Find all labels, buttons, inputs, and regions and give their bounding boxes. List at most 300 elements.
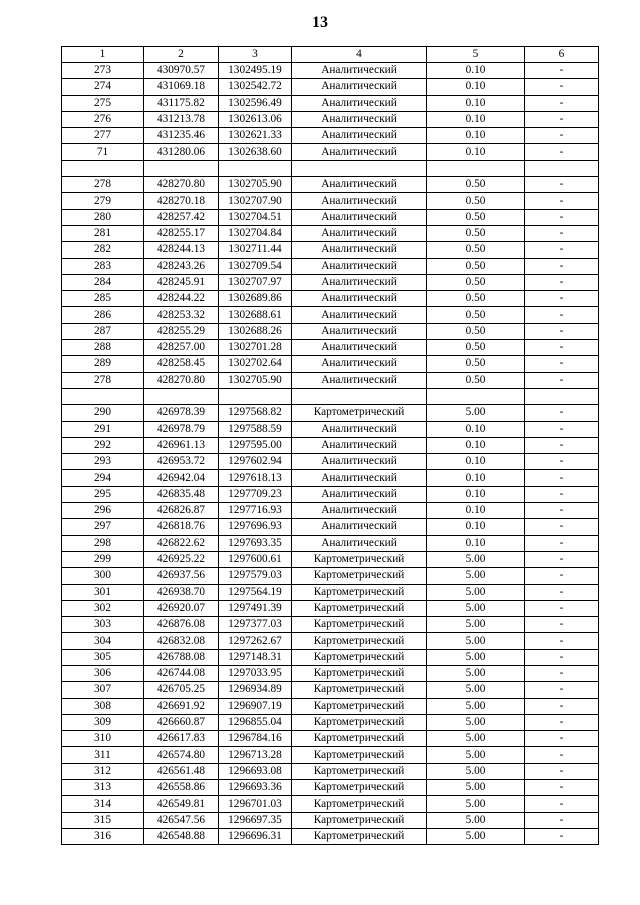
- table-cell: 426691.92: [144, 698, 219, 714]
- table-row: [62, 405, 599, 421]
- table-cell: 299: [62, 551, 144, 567]
- table-cell: 1296934.89: [219, 682, 292, 698]
- table-cell: 1297148.31: [219, 649, 292, 665]
- table-cell: 1302702.64: [219, 356, 292, 372]
- table-cell: 1296855.04: [219, 714, 292, 730]
- table-row: [62, 714, 599, 730]
- table-row: [62, 551, 599, 567]
- table-row: [62, 780, 599, 796]
- table-cell: 1297588.59: [219, 421, 292, 437]
- table-cell: Аналитический: [292, 356, 427, 372]
- table-cell: 426617.83: [144, 731, 219, 747]
- table-cell: 296: [62, 503, 144, 519]
- table-row: [62, 698, 599, 714]
- table-row: [62, 665, 599, 681]
- table-cell: 426744.08: [144, 665, 219, 681]
- table-cell: 1297564.19: [219, 584, 292, 600]
- table-cell: -: [525, 177, 599, 193]
- table-cell: -: [525, 291, 599, 307]
- table-cell: 1302688.26: [219, 323, 292, 339]
- table-row: [62, 796, 599, 812]
- table-cell: 428244.13: [144, 242, 219, 258]
- table-cell: 426920.07: [144, 600, 219, 616]
- table-cell: 278: [62, 177, 144, 193]
- table-cell: 1302596.49: [219, 95, 292, 111]
- table-cell: 0.50: [427, 372, 525, 388]
- table-cell: -: [525, 731, 599, 747]
- table-cell: Картометрический: [292, 796, 427, 812]
- table-cell: 308: [62, 698, 144, 714]
- table-cell: Аналитический: [292, 225, 427, 241]
- table-cell: 313: [62, 780, 144, 796]
- table-cell: 275: [62, 95, 144, 111]
- table-cell: 428270.18: [144, 193, 219, 209]
- table-row: [62, 340, 599, 356]
- table-cell: Аналитический: [292, 421, 427, 437]
- table-cell: 0.10: [427, 454, 525, 470]
- table-cell: 5.00: [427, 682, 525, 698]
- table-cell: 288: [62, 340, 144, 356]
- table-row: [62, 535, 599, 551]
- table-cell: -: [525, 568, 599, 584]
- table-cell: Картометрический: [292, 714, 427, 730]
- table-cell: Картометрический: [292, 600, 427, 616]
- table-cell: 426938.70: [144, 584, 219, 600]
- table-row: [62, 307, 599, 323]
- empty-cell: [144, 160, 219, 176]
- table-cell: Картометрический: [292, 568, 427, 584]
- table-cell: 286: [62, 307, 144, 323]
- table-cell: -: [525, 780, 599, 796]
- table-cell: 428245.91: [144, 274, 219, 290]
- table-cell: 315: [62, 812, 144, 828]
- table-cell: 1297716.93: [219, 503, 292, 519]
- table-cell: 426961.13: [144, 437, 219, 453]
- table-cell: 0.50: [427, 225, 525, 241]
- table-cell: 426826.87: [144, 503, 219, 519]
- table-cell: Картометрический: [292, 812, 427, 828]
- table-row: [62, 421, 599, 437]
- table-row: [62, 225, 599, 241]
- column-header: 1: [62, 47, 144, 63]
- table-cell: 0.10: [427, 144, 525, 160]
- table-cell: -: [525, 747, 599, 763]
- table-cell: Аналитический: [292, 372, 427, 388]
- table-cell: 428255.29: [144, 323, 219, 339]
- table-cell: 305: [62, 649, 144, 665]
- table-cell: 1302638.60: [219, 144, 292, 160]
- table-row: [62, 242, 599, 258]
- table-cell: 314: [62, 796, 144, 812]
- table-cell: -: [525, 323, 599, 339]
- table-cell: 426876.08: [144, 617, 219, 633]
- table-cell: -: [525, 828, 599, 844]
- table-cell: 426953.72: [144, 454, 219, 470]
- empty-cell: [219, 160, 292, 176]
- table-cell: 0.50: [427, 209, 525, 225]
- column-header: 5: [427, 47, 525, 63]
- table-cell: 426548.88: [144, 828, 219, 844]
- table-cell: 1302689.86: [219, 291, 292, 307]
- table-cell: 428257.42: [144, 209, 219, 225]
- table-cell: 0.50: [427, 356, 525, 372]
- table-row: [62, 128, 599, 144]
- table-cell: 290: [62, 405, 144, 421]
- table-cell: -: [525, 372, 599, 388]
- table-cell: -: [525, 258, 599, 274]
- table-cell: 426835.48: [144, 486, 219, 502]
- table-cell: Аналитический: [292, 519, 427, 535]
- page-number: 13: [312, 14, 328, 31]
- table-cell: 428270.80: [144, 177, 219, 193]
- table-cell: 1297595.00: [219, 437, 292, 453]
- table-row: [62, 503, 599, 519]
- table-row: [62, 323, 599, 339]
- table-row: [62, 519, 599, 535]
- table-cell: 426978.39: [144, 405, 219, 421]
- table-cell: 0.10: [427, 486, 525, 502]
- table-cell: 5.00: [427, 568, 525, 584]
- table-cell: -: [525, 209, 599, 225]
- table-row: [62, 437, 599, 453]
- table-cell: 426832.08: [144, 633, 219, 649]
- table-cell: 1297600.61: [219, 551, 292, 567]
- group-separator-row: [62, 160, 599, 176]
- empty-cell: [62, 388, 144, 404]
- table-row: [62, 372, 599, 388]
- table-cell: -: [525, 551, 599, 567]
- table-cell: Аналитический: [292, 144, 427, 160]
- table-cell: 428244.22: [144, 291, 219, 307]
- table-cell: 428253.32: [144, 307, 219, 323]
- table-row: [62, 649, 599, 665]
- table-row: [62, 454, 599, 470]
- table-cell: -: [525, 796, 599, 812]
- table-cell: 283: [62, 258, 144, 274]
- table-cell: 306: [62, 665, 144, 681]
- table-row: [62, 747, 599, 763]
- table-cell: 5.00: [427, 747, 525, 763]
- table-cell: 0.50: [427, 177, 525, 193]
- table-cell: 1302711.44: [219, 242, 292, 258]
- table-cell: 0.10: [427, 519, 525, 535]
- table-cell: 0.10: [427, 470, 525, 486]
- table-cell: 1302709.54: [219, 258, 292, 274]
- table-row: [62, 193, 599, 209]
- table-cell: 0.10: [427, 535, 525, 551]
- table-row: [62, 682, 599, 698]
- table-cell: Аналитический: [292, 274, 427, 290]
- table-cell: 292: [62, 437, 144, 453]
- column-header: 4: [292, 47, 427, 63]
- table-cell: 0.50: [427, 193, 525, 209]
- table-cell: 426925.22: [144, 551, 219, 567]
- table-cell: Картометрический: [292, 747, 427, 763]
- table-cell: 311: [62, 747, 144, 763]
- table-cell: Картометрический: [292, 584, 427, 600]
- table-cell: 426942.04: [144, 470, 219, 486]
- table-row: [62, 584, 599, 600]
- table-cell: 1302705.90: [219, 372, 292, 388]
- table-cell: 426818.76: [144, 519, 219, 535]
- table-cell: 71: [62, 144, 144, 160]
- table-cell: -: [525, 633, 599, 649]
- table-cell: 1302707.97: [219, 274, 292, 290]
- table-cell: 274: [62, 79, 144, 95]
- table-cell: 0.10: [427, 79, 525, 95]
- table-cell: Аналитический: [292, 128, 427, 144]
- table-cell: 300: [62, 568, 144, 584]
- table-cell: Аналитический: [292, 486, 427, 502]
- table-cell: 428243.26: [144, 258, 219, 274]
- table-row: [62, 486, 599, 502]
- table-cell: -: [525, 111, 599, 127]
- table-cell: Аналитический: [292, 340, 427, 356]
- table-row: [62, 470, 599, 486]
- table-cell: 273: [62, 63, 144, 79]
- table-cell: 285: [62, 291, 144, 307]
- table-header-row: [62, 47, 599, 63]
- table-cell: Аналитический: [292, 242, 427, 258]
- table-cell: 1296696.31: [219, 828, 292, 844]
- table-cell: 1302705.90: [219, 177, 292, 193]
- table-cell: 5.00: [427, 731, 525, 747]
- table-cell: 1302707.90: [219, 193, 292, 209]
- table-cell: -: [525, 242, 599, 258]
- table-cell: -: [525, 79, 599, 95]
- table-cell: 5.00: [427, 698, 525, 714]
- table-cell: 1296693.08: [219, 763, 292, 779]
- table-row: [62, 568, 599, 584]
- table-cell: 1297033.95: [219, 665, 292, 681]
- table-cell: 0.10: [427, 421, 525, 437]
- table-cell: -: [525, 95, 599, 111]
- table-cell: 5.00: [427, 763, 525, 779]
- table-cell: 0.50: [427, 242, 525, 258]
- table-cell: 431213.78: [144, 111, 219, 127]
- coordinates-table: [61, 46, 599, 845]
- table-cell: -: [525, 421, 599, 437]
- table-cell: 431280.06: [144, 144, 219, 160]
- table-cell: -: [525, 405, 599, 421]
- table-cell: 5.00: [427, 649, 525, 665]
- table-cell: 428270.80: [144, 372, 219, 388]
- table-cell: -: [525, 144, 599, 160]
- table-cell: Аналитический: [292, 209, 427, 225]
- table-cell: 1297693.35: [219, 535, 292, 551]
- table-cell: 426558.86: [144, 780, 219, 796]
- table-cell: 5.00: [427, 584, 525, 600]
- table-row: [62, 274, 599, 290]
- table-cell: 277: [62, 128, 144, 144]
- table-cell: Аналитический: [292, 323, 427, 339]
- table-row: [62, 812, 599, 828]
- table-cell: 0.50: [427, 307, 525, 323]
- table-cell: 428257.00: [144, 340, 219, 356]
- table-cell: -: [525, 63, 599, 79]
- table-row: [62, 291, 599, 307]
- table-cell: -: [525, 503, 599, 519]
- table-cell: 297: [62, 519, 144, 535]
- table-cell: Картометрический: [292, 405, 427, 421]
- table-cell: -: [525, 437, 599, 453]
- table-cell: 426547.56: [144, 812, 219, 828]
- table-cell: 0.10: [427, 437, 525, 453]
- table-cell: 1297491.39: [219, 600, 292, 616]
- empty-cell: [292, 388, 427, 404]
- group-separator-row: [62, 388, 599, 404]
- table-cell: 294: [62, 470, 144, 486]
- table-cell: -: [525, 763, 599, 779]
- table-cell: -: [525, 600, 599, 616]
- table-cell: Аналитический: [292, 437, 427, 453]
- table-row: [62, 356, 599, 372]
- column-header: 3: [219, 47, 292, 63]
- table-cell: -: [525, 812, 599, 828]
- table-cell: Аналитический: [292, 291, 427, 307]
- table-cell: 280: [62, 209, 144, 225]
- table-cell: 431069.18: [144, 79, 219, 95]
- table-cell: 1297262.67: [219, 633, 292, 649]
- table-cell: 310: [62, 731, 144, 747]
- table-cell: 293: [62, 454, 144, 470]
- table-cell: 5.00: [427, 617, 525, 633]
- table-cell: 1302621.33: [219, 128, 292, 144]
- table-cell: Картометрический: [292, 551, 427, 567]
- table-cell: Картометрический: [292, 633, 427, 649]
- table-cell: 301: [62, 584, 144, 600]
- table-cell: 1302613.06: [219, 111, 292, 127]
- empty-cell: [292, 160, 427, 176]
- table-cell: 426788.08: [144, 649, 219, 665]
- table-row: [62, 111, 599, 127]
- table-cell: Аналитический: [292, 470, 427, 486]
- table-cell: Аналитический: [292, 535, 427, 551]
- table-row: [62, 95, 599, 111]
- table-cell: -: [525, 714, 599, 730]
- table-body: [62, 63, 599, 845]
- table-cell: 287: [62, 323, 144, 339]
- table-row: [62, 209, 599, 225]
- table-cell: -: [525, 665, 599, 681]
- table-cell: 426937.56: [144, 568, 219, 584]
- table-cell: Картометрический: [292, 682, 427, 698]
- table-cell: 307: [62, 682, 144, 698]
- table-cell: Аналитический: [292, 177, 427, 193]
- table-cell: 1297377.03: [219, 617, 292, 633]
- table-cell: 5.00: [427, 600, 525, 616]
- table-row: [62, 617, 599, 633]
- table-cell: Аналитический: [292, 503, 427, 519]
- table-cell: 1296907.19: [219, 698, 292, 714]
- table-cell: 5.00: [427, 405, 525, 421]
- table-row: [62, 600, 599, 616]
- table-cell: 1296697.35: [219, 812, 292, 828]
- table-cell: 0.50: [427, 274, 525, 290]
- table-cell: 426660.87: [144, 714, 219, 730]
- table-cell: 428255.17: [144, 225, 219, 241]
- table-cell: 1296701.03: [219, 796, 292, 812]
- table-cell: 0.50: [427, 258, 525, 274]
- table-cell: -: [525, 356, 599, 372]
- table-cell: 298: [62, 535, 144, 551]
- table-cell: 5.00: [427, 714, 525, 730]
- column-header: 6: [525, 47, 599, 63]
- table-cell: -: [525, 307, 599, 323]
- table-cell: Аналитический: [292, 111, 427, 127]
- table-cell: Картометрический: [292, 665, 427, 681]
- table-cell: 309: [62, 714, 144, 730]
- table-cell: 1296713.28: [219, 747, 292, 763]
- table-cell: Аналитический: [292, 95, 427, 111]
- table-cell: Картометрический: [292, 698, 427, 714]
- table-cell: -: [525, 519, 599, 535]
- table-cell: 279: [62, 193, 144, 209]
- table-cell: 426822.62: [144, 535, 219, 551]
- empty-cell: [62, 160, 144, 176]
- table-cell: Аналитический: [292, 79, 427, 95]
- table-cell: -: [525, 454, 599, 470]
- table-cell: -: [525, 682, 599, 698]
- table-cell: 5.00: [427, 796, 525, 812]
- empty-cell: [525, 160, 599, 176]
- table-cell: 431175.82: [144, 95, 219, 111]
- table-cell: 284: [62, 274, 144, 290]
- table-cell: 1302704.84: [219, 225, 292, 241]
- table-cell: Аналитический: [292, 258, 427, 274]
- table-cell: Аналитический: [292, 63, 427, 79]
- table-cell: 0.50: [427, 340, 525, 356]
- table-cell: -: [525, 617, 599, 633]
- table-cell: 5.00: [427, 812, 525, 828]
- table-cell: 304: [62, 633, 144, 649]
- table-cell: 1302495.19: [219, 63, 292, 79]
- table-cell: 302: [62, 600, 144, 616]
- table-cell: 1297602.94: [219, 454, 292, 470]
- table-cell: 278: [62, 372, 144, 388]
- table-cell: 0.10: [427, 63, 525, 79]
- table-cell: 431235.46: [144, 128, 219, 144]
- table-cell: Картометрический: [292, 828, 427, 844]
- table-row: [62, 177, 599, 193]
- table-cell: -: [525, 584, 599, 600]
- table-cell: -: [525, 225, 599, 241]
- table-cell: 1302688.61: [219, 307, 292, 323]
- table-cell: -: [525, 486, 599, 502]
- table-cell: 1302704.51: [219, 209, 292, 225]
- table-cell: 1297696.93: [219, 519, 292, 535]
- table-cell: -: [525, 698, 599, 714]
- table-cell: Картометрический: [292, 649, 427, 665]
- table-cell: -: [525, 470, 599, 486]
- table-row: [62, 828, 599, 844]
- table-cell: 281: [62, 225, 144, 241]
- table-cell: 1297579.03: [219, 568, 292, 584]
- table-cell: 316: [62, 828, 144, 844]
- table-row: [62, 763, 599, 779]
- table-row: [62, 144, 599, 160]
- table-cell: Картометрический: [292, 780, 427, 796]
- table-cell: 291: [62, 421, 144, 437]
- table-cell: 5.00: [427, 828, 525, 844]
- table-cell: 0.10: [427, 95, 525, 111]
- table-cell: 289: [62, 356, 144, 372]
- table-cell: 426574.80: [144, 747, 219, 763]
- empty-cell: [427, 160, 525, 176]
- table-cell: 5.00: [427, 780, 525, 796]
- table-cell: Аналитический: [292, 307, 427, 323]
- table-cell: -: [525, 274, 599, 290]
